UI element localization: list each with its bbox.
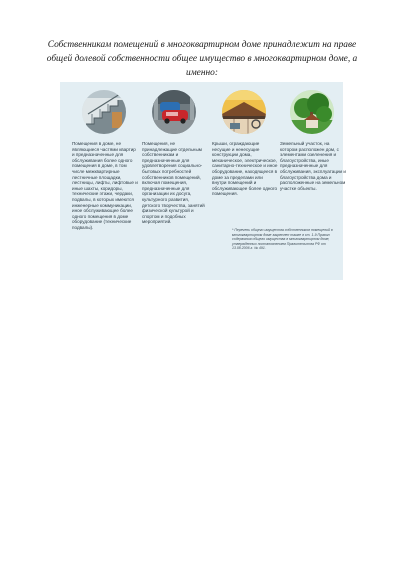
stairs-description: Помещения в доме, не являющиеся частями квартир и предназначенные для обслуживания более одного помещения в доме, в том числе межквартирные лестничные площадки, лестницы, лифты, лифтовые и иные шахты, коридоры, технические этажи, чердаки, подвалы, в которых имеются инженерные коммуникации, иное обслуживающее более одного помещения в доме оборудование (технические подвалы). <box>72 141 138 230</box>
land-description: Земельный участок, на котором расположен дом, с элементами озеленения и благоустройства, иные предназначенные для обслуживания, эксплуатации и благоустройства дома и расположенные на земельном участке объекты. <box>280 141 346 191</box>
parking-description: Помещения, не принадлежащие отдельным собственникам и предназначенные для удовлетворения социально-бытовых потребностей собственников помещений, включая помещения, предназначенные для организации их досуга, культурного развития, детского творчества, занятий физической культурой и спортом и подобных мероприятий. <box>142 141 205 225</box>
common-property-panel <box>60 82 346 280</box>
stairs-icon <box>82 90 126 134</box>
footnote: * Перечень общего имущества собственников помещений в многоквартирном доме закреплен также в ст. 1-9 Правил содержания общего имущества в многоквартирном доме, утвержденных постановлением Правительства РФ от 13.08.2006 г. № 491. <box>232 228 333 250</box>
roof-icon <box>222 90 266 134</box>
page-heading: Собственникам помещений в многоквартирном доме принадлежит на праве общей долевой собственности общее имущество в многоквартирном доме, а именно: <box>46 40 358 78</box>
tree-icon <box>290 90 334 134</box>
parking-icon <box>152 90 196 134</box>
roof-description: Крыши, ограждающие несущие и ненесущие конструкции дома, механическое, электрическое, санитарно-техническое и иное оборудование, находящееся в доме за пределами или внутри помещений и обслуживающее более одного помещения. <box>212 141 278 197</box>
